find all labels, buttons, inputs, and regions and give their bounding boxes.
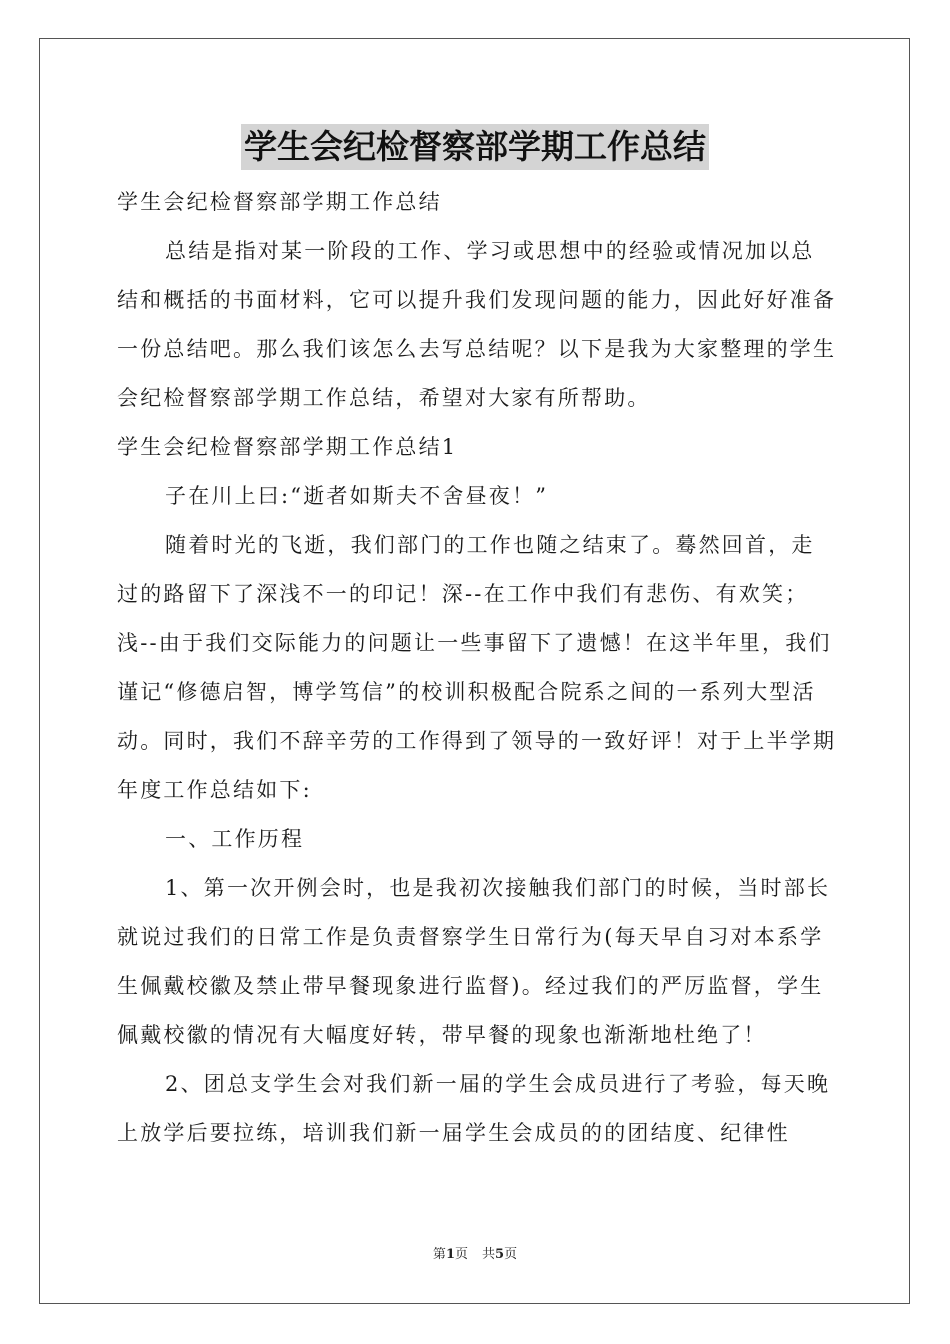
list-item: 1、第一次开例会时，也是我初次接触我们部门的时候，当时部长就说过我们的日常工作是负责督察学生日常行为(每天早自习对本系学生佩戴校徽及禁止带早餐现象进行监督)。经过我们的严厉监督，学生佩戴校徽的情况有大幅度好转，带早餐的现象也渐渐地杜绝了！ (117, 876, 831, 1047)
total-suffix: 页 (504, 1247, 518, 1262)
section-heading: 学生会纪检督察部学期工作总结1 (117, 435, 458, 459)
body-paragraph: 随着时光的飞逝，我们部门的工作也随之结束了。蓦然回首，走过的路留下了深浅不一的印记！深--在工作中我们有悲伤、有欢笑；浅--由于我们交际能力的问题让一些事留下了遗憾！在这半年里，我们谨记“修德启智，博学笃信”的校训积极配合院系之间的一系列大型活动。同时，我们不辞辛劳的工作得到了领导的一致好评！对于上半学期年度工作总结如下: (117, 533, 837, 802)
subsection-heading: 一、工作历程 (165, 827, 305, 851)
page-suffix: 页 (454, 1247, 468, 1262)
document-body (117, 178, 837, 1158)
document-title: 学生会纪检督察部学期工作总结 (241, 124, 709, 170)
page-prefix: 第 (432, 1247, 446, 1262)
page-footer (0, 1246, 950, 1264)
quote-paragraph: 子在川上曰:“逝者如斯夫不舍昼夜！” (165, 484, 549, 508)
list-item: 2、团总支学生会对我们新一届的学生会成员进行了考验，每天晚上放学后要拉练，培训我们新一届学生会成员的的团结度、纪律性 (117, 1072, 831, 1145)
title-container (0, 124, 950, 170)
current-page-number: 1 (445, 1247, 455, 1262)
intro-paragraph: 总结是指对某一阶段的工作、学习或思想中的经验或情况加以总结和概括的书面材料，它可以提升我们发现问题的能力，因此好好准备一份总结吧。那么我们该怎么去写总结呢？以下是我为大家整理的学生会纪检督察部学期工作总结，希望对大家有所帮助。 (117, 239, 837, 410)
total-prefix: 共 (482, 1247, 496, 1262)
total-page-number: 5 (495, 1247, 505, 1262)
subtitle-paragraph: 学生会纪检督察部学期工作总结 (117, 190, 442, 214)
